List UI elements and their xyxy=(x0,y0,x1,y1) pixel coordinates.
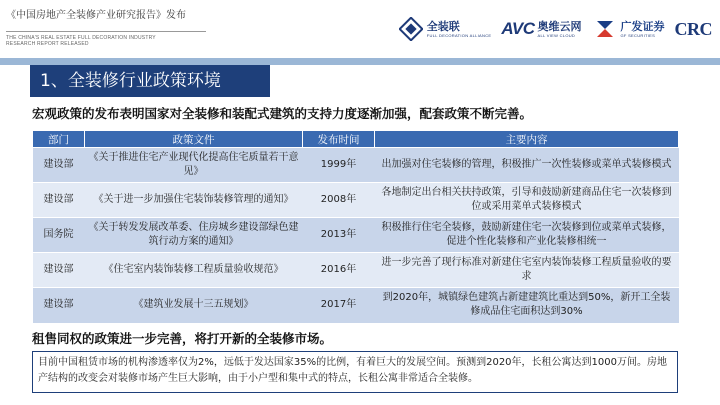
cell-date: 1999年 xyxy=(303,148,375,183)
table-header-row xyxy=(33,131,679,148)
report-header xyxy=(0,0,720,58)
avc-en: ALL VIEW CLOUD xyxy=(537,32,576,38)
crc-wordmark: CRC xyxy=(674,18,712,39)
cell-policy: 《关于进一步加强住宅装饰装修管理的通知》 xyxy=(85,183,303,218)
cell-department: 建设部 xyxy=(33,148,85,183)
table-row xyxy=(33,148,679,183)
summary-statement: 租售同权的政策进一步完善，将打开新的全装修市场。 xyxy=(32,331,333,346)
cell-content: 积极推行住宅全装修，鼓励新建住宅一次装修到位或菜单式装修，促进个性化装修和产业化装修相统一 xyxy=(375,218,679,253)
gf-en: GF SECURITIES xyxy=(620,32,656,38)
report-subtitle xyxy=(6,35,206,47)
gf-name: 广发证券 xyxy=(620,19,665,33)
table-row xyxy=(33,183,679,218)
column-header-department: 部门 xyxy=(33,131,85,148)
cell-content: 各地制定出台相关扶持政策，引导和鼓励新建商品住宅一次装修到位或采用菜单式装修模式 xyxy=(375,183,679,218)
cell-department: 建设部 xyxy=(33,253,85,288)
cell-date: 2017年 xyxy=(303,288,375,323)
logo-crc xyxy=(675,14,713,44)
table-row xyxy=(33,253,679,288)
report-subtitle-line1: THE CHINA'S REAL ESTATE FULL DECORATION INDUSTRY xyxy=(6,35,156,41)
logo-quanzhuanglian xyxy=(398,14,492,44)
cell-policy: 《关于转发发展改革委、住房城乡建设部绿色建筑行动方案的通知》 xyxy=(85,218,303,253)
column-header-date: 发布时间 xyxy=(303,131,375,148)
table-row xyxy=(33,218,679,253)
table-row xyxy=(33,288,679,323)
logo-avc xyxy=(501,14,581,44)
policy-table xyxy=(32,130,679,323)
cell-policy: 《建筑业发展十三五规划》 xyxy=(85,288,303,323)
cell-department: 国务院 xyxy=(33,218,85,253)
rental-market-note: 目前中国租赁市场的机构渗透率仅为2%，远低于发达国家35%的比例，有着巨大的发展空间。预测到2020年，长租公寓达到1000万间。房地产结构的改变会对装修市场产生巨大影响，由于小户型和集中式的特点，长租公寓非常适合全装修。 xyxy=(32,351,678,393)
avc-cn-name: 奥维云网 xyxy=(537,19,582,33)
column-header-content: 主要内容 xyxy=(375,131,679,148)
avc-wordmark: AVC xyxy=(501,19,535,38)
section-title: 1、全装修行业政策环境 xyxy=(30,65,270,97)
cell-content: 进一步完善了现行标准对新建住宅室内装饰装修工程质量验收的要求 xyxy=(375,253,679,288)
quanzhuanglian-emblem-icon xyxy=(398,16,424,42)
intro-statement: 宏观政策的发布表明国家对全装修和装配式建筑的支持力度逐渐加强，配套政策不断完善。 xyxy=(32,106,533,121)
cell-department: 建设部 xyxy=(33,288,85,323)
column-header-policy: 政策文件 xyxy=(85,131,303,148)
report-title: 《中国房地产全装修产业研究报告》发布 xyxy=(6,10,186,21)
header-divider xyxy=(6,31,206,32)
cell-policy: 《关于推进住宅产业现代化提高住宅质量若干意见》 xyxy=(85,148,303,183)
cell-date: 2016年 xyxy=(303,253,375,288)
gf-emblem-icon xyxy=(592,16,618,42)
decorative-band xyxy=(0,58,720,65)
cell-policy: 《住宅室内装饰装修工程质量验收规范》 xyxy=(85,253,303,288)
cell-date: 2008年 xyxy=(303,183,375,218)
cell-content: 到2020年，城镇绿色建筑占新建建筑比重达到50%，新开工全装修成品住宅面积达到30% xyxy=(375,288,679,323)
quanzhuanglian-name: 全装联 xyxy=(426,19,460,33)
cell-date: 2013年 xyxy=(303,218,375,253)
cell-content: 出加强对住宅装修的管理，积极推广一次性装修或菜单式装修模式 xyxy=(375,148,679,183)
cell-department: 建设部 xyxy=(33,183,85,218)
partner-logos xyxy=(398,14,712,44)
report-subtitle-line2: RESEARCH REPORT RELEASED xyxy=(6,41,89,47)
logo-gf-securities xyxy=(592,14,665,44)
quanzhuanglian-en: FULL DECORATION ALLIANCE xyxy=(426,32,492,38)
